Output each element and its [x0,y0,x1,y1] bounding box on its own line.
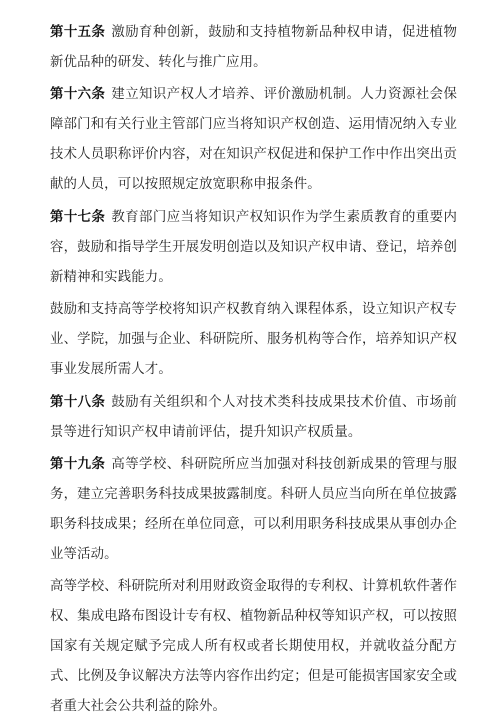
article-15-paragraph [50,18,457,78]
article-17-text: 教育部门应当将知识产权知识作为学生素质教育的重要内容，鼓励和指导学生开展发明创造以及知识产权申请、登记，培养创新精神和实践能力。 [50,209,457,285]
article-19-number: 第十九条 [50,456,106,472]
article-17-paragraph [50,203,457,293]
article-18-number: 第十八条 [50,394,106,410]
article-18-text: 鼓励有关组织和个人对技术类科技成果技术价值、市场前景等进行知识产权申请前评估，提升知识产权质量。 [50,394,457,440]
article-15-number: 第十五条 [50,25,106,40]
article-16-text: 建立知识产权人才培养、评价激励机制。人力资源社会保障部门和有关行业主管部门应当将知识产权创造、运用情况纳入专业技术人员职称评价内容，对在知识产权促进和保护工作中作出突出贡献的人员，可以按照规定放宽职称申报条件。 [50,87,457,193]
article-18-paragraph [50,388,457,448]
article-19-text: 高等学校、科研院所应当加强对科技创新成果的管理与服务，建立完善职务科技成果披露制度。科研人员应当向所在单位披露职务科技成果；经所在单位同意，可以利用职务科技成果从事创办企业等活动。 [50,456,457,562]
article-19-paragraph [50,450,457,570]
article-16-paragraph [50,80,457,200]
article-17-number: 第十七条 [50,209,106,225]
article-17-continuation-text: 鼓励和支持高等学校将知识产权教育纳入课程体系，设立知识产权专业、学院，加强与企业、科研院所、服务机构等合作，培养知识产权事业发展所需人才。 [50,302,457,378]
article-16-number: 第十六条 [50,87,106,103]
article-15-text: 激励育种创新，鼓励和支持植物新品种权申请，促进植物新优品种的研发、转化与推广应用。 [50,25,457,70]
article-19-continuation-text: 高等学校、科研院所对利用财政资金取得的专利权、计算机软件著作权、集成电路布图设计专有权、植物新品种权等知识产权，可以按照国家有关规定赋予完成人所有权或者长期使用权，并就收益分配方式、比例及争议解决方法等内容作出约定；但是可能损害国家安全或者重大社会公共利益的除外。 [50,579,457,715]
article-17-continuation-paragraph [50,295,457,385]
article-19-continuation-paragraph [50,572,457,722]
